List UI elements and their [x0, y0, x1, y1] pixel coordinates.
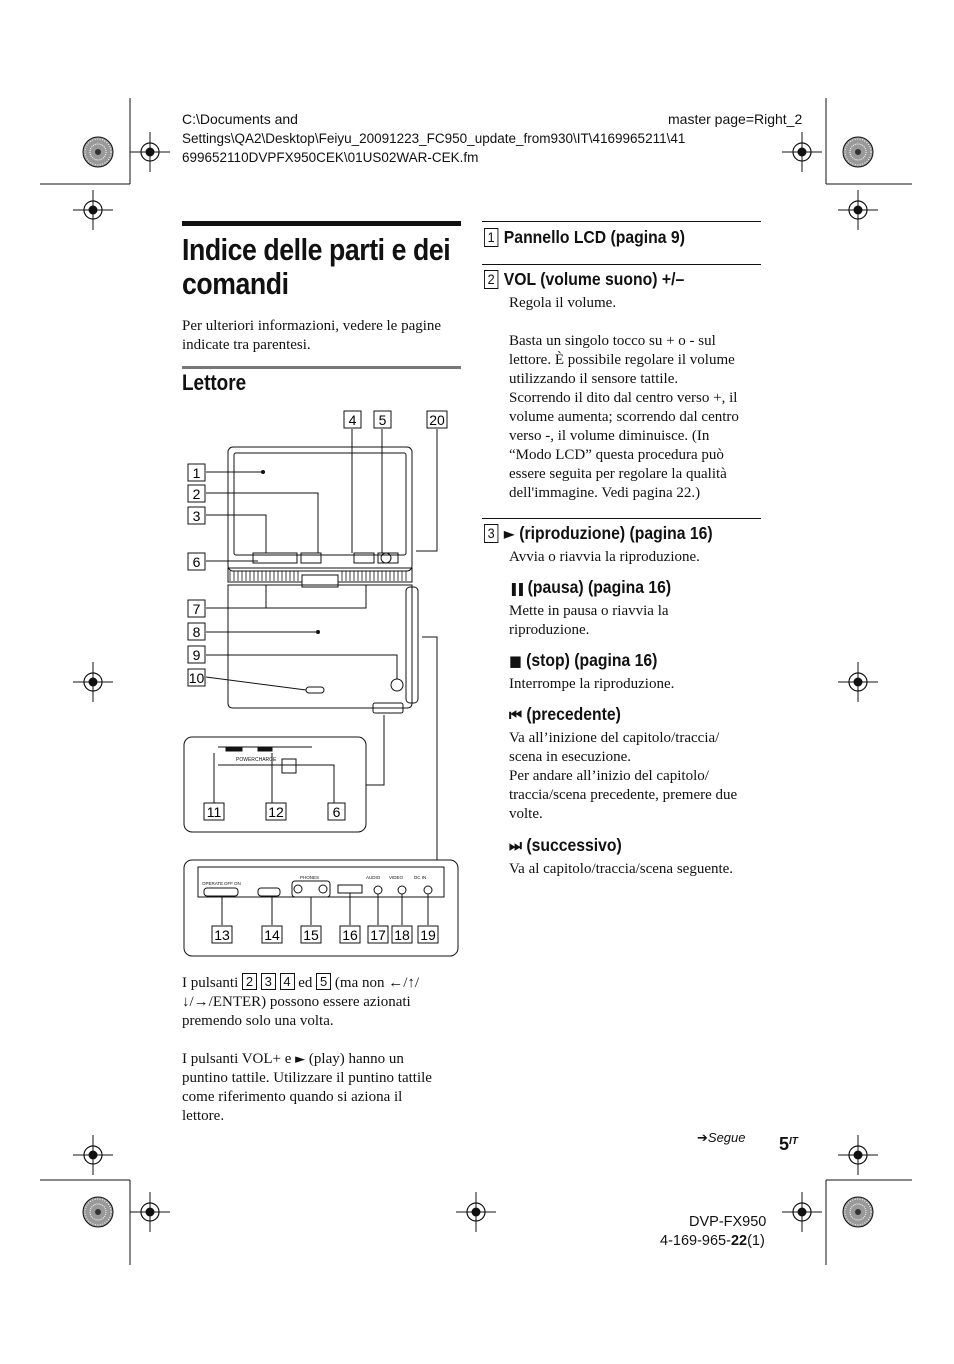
notes-p2-line1a: I pulsanti VOL+ e — [182, 1051, 292, 1067]
callout-10: 10 — [188, 670, 205, 686]
previous-title: (precedente) — [526, 704, 621, 724]
pause-line: riproduzione. — [509, 622, 590, 638]
item-3-num: 3 — [484, 524, 498, 543]
callout-15: 15 — [303, 927, 319, 943]
header-master-page: master page=Right_2 — [668, 111, 803, 127]
item-1-num: 1 — [484, 228, 498, 247]
play-icon: ► — [295, 1052, 306, 1067]
label-power: POWER — [236, 757, 255, 763]
item-2-line: verso -, il volume diminuisce. (In — [509, 428, 710, 444]
item-2-num: 2 — [484, 270, 498, 289]
item2-rule — [482, 264, 761, 265]
notes-num-3: 3 — [261, 973, 276, 990]
previous-line: Va all’inizione del capitolo/traccia/ — [509, 730, 720, 746]
notes-ed: ed — [298, 975, 313, 991]
player-diagram — [178, 405, 468, 965]
callout-13: 13 — [214, 927, 230, 943]
notes-p2-line1b: (play) hanno un — [308, 1051, 404, 1067]
notes-p1-line3: premendo solo una volta. — [182, 1013, 334, 1029]
item-2-line: Scorrendo il dito dal centro verso +, il — [509, 390, 738, 406]
callout-1: 1 — [192, 465, 201, 481]
next-heading — [509, 834, 622, 857]
callout-8: 8 — [192, 624, 201, 640]
label-operate: OPERATE — [202, 881, 224, 886]
intro-line2: indicate tra parentesi. — [182, 337, 311, 353]
play-icon: ► — [503, 524, 515, 543]
notes-num-2: 2 — [242, 973, 257, 990]
item-3-body: Avvia o riavvia la riproduzione. — [509, 549, 700, 565]
next-title: (successivo) — [526, 835, 622, 855]
notes-paragraph-2 — [182, 1050, 467, 1126]
item-2-line: “Modo LCD” questa procedura può — [509, 447, 724, 463]
pause-icon: ❚❚ — [509, 582, 524, 597]
next-body: Va al capitolo/traccia/scena seguente. — [509, 861, 734, 877]
callout-6: 6 — [192, 554, 201, 570]
page-title-line2: comandi — [182, 266, 289, 301]
notes-p2-line3: come riferimento quando si aziona il — [182, 1089, 403, 1105]
callout-20: 20 — [429, 412, 445, 428]
title-rule — [182, 221, 461, 226]
label-charge: CHARGE — [255, 757, 277, 763]
label-phones: PHONES — [300, 875, 320, 880]
label-audio: AUDIO — [366, 875, 381, 880]
callout-6b: 6 — [332, 804, 341, 820]
segue-indicator — [697, 1130, 746, 1146]
item-3-title: (riproduzione) (pagina 16) — [519, 523, 713, 543]
callout-3: 3 — [192, 508, 201, 524]
header-path-line2: Settings\QA2\Desktop\Feiyu_20091223_FC950_update_from930\IT\4169965211\41 — [182, 131, 686, 146]
item-2-title: VOL (volume suono) +/– — [503, 269, 685, 289]
item3-rule — [482, 518, 761, 519]
page-number-value: 5 — [779, 1134, 790, 1154]
previous-icon: ⏮ — [509, 705, 522, 724]
pause-body — [509, 602, 669, 640]
page-title — [182, 233, 450, 301]
item1-rule — [482, 221, 761, 222]
callout-18: 18 — [394, 927, 410, 943]
notes-paragraph-1 — [182, 973, 467, 1031]
header-path-line1: C:\Documents and — [182, 111, 298, 127]
previous-line: scena in esecuzione. — [509, 749, 632, 765]
item-2-body — [509, 294, 764, 503]
label-off: OFF — [224, 881, 233, 886]
callout-9: 9 — [192, 647, 201, 663]
pause-line: Mette in pausa o riavvia la — [509, 603, 669, 619]
item-2-line: essere seguita per regolare la qualità — [509, 466, 727, 482]
callout-14: 14 — [264, 927, 280, 943]
callout-4: 4 — [348, 412, 357, 428]
footer-code-c: (1) — [747, 1233, 765, 1249]
footer-code — [660, 1232, 765, 1251]
notes-p1-a: I pulsanti — [182, 975, 239, 991]
callout-16: 16 — [342, 927, 358, 943]
item-2-line: Basta un singolo tocco su + o - sul — [509, 333, 716, 349]
callout-19: 19 — [420, 927, 436, 943]
previous-line: volte. — [509, 806, 543, 822]
notes-num-4: 4 — [280, 973, 295, 990]
stop-body: Interrompe la riproduzione. — [509, 676, 675, 692]
page-number — [779, 1134, 798, 1155]
section-rule — [182, 366, 461, 369]
callout-5: 5 — [378, 412, 387, 428]
item-2-line — [509, 313, 764, 332]
callout-12: 12 — [268, 804, 284, 820]
page-title-line1: Indice delle parti e dei — [182, 232, 451, 267]
item-2-line: Regola il volume. — [509, 295, 617, 311]
notes-p1-b: (ma non ←/↑/ — [334, 975, 420, 991]
item-2-heading — [484, 268, 684, 290]
notes-p2-line2: puntino tattile. Utilizzare il puntino tattile — [182, 1070, 432, 1086]
footer-code-b: 22 — [730, 1233, 748, 1249]
notes-p2-line4: lettore. — [182, 1108, 225, 1124]
callout-17: 17 — [370, 927, 386, 943]
label-dc-in: DC IN — [414, 875, 427, 880]
notes-p1-line2: ↓/→/ENTER) possono essere azionati — [182, 994, 411, 1010]
intro-text — [182, 317, 441, 355]
previous-line: traccia/scena precedente, premere due — [509, 787, 738, 803]
pause-heading — [509, 576, 671, 601]
label-on: ON — [234, 881, 241, 886]
stop-title: (stop) (pagina 16) — [526, 650, 658, 670]
footer-code-a: 4-169-965- — [660, 1233, 731, 1249]
callout-7: 7 — [192, 601, 201, 617]
item-3-heading — [484, 522, 713, 545]
stop-heading — [509, 649, 657, 672]
item-1-heading — [484, 226, 685, 248]
page-number-suffix: IT — [789, 1136, 798, 1147]
item-2-line: volume aumenta; scorrendo dal centro — [509, 409, 739, 425]
item-2-line: utilizzando il sensore tattile. — [509, 371, 679, 387]
notes-num-5: 5 — [316, 973, 331, 990]
item-2-line: lettore. È possibile regolare il volume — [509, 352, 735, 368]
item-1-title: Pannello LCD (pagina 9) — [503, 227, 685, 247]
stop-icon: ■ — [509, 652, 522, 670]
callout-11: 11 — [206, 804, 222, 820]
header-path-line3: 699652110DVPFX950CEK\01US02WAR-CEK.fm — [182, 150, 479, 165]
pause-title: (pausa) (pagina 16) — [527, 577, 672, 597]
footer-model: DVP-FX950 — [689, 1214, 767, 1230]
segue-label: Segue — [707, 1130, 746, 1145]
previous-line: Per andare all’inizio del capitolo/ — [509, 768, 709, 784]
next-icon: ⏭ — [509, 836, 522, 855]
item-2-line: dell'immagine. Vedi pagina 22.) — [509, 485, 701, 501]
previous-body — [509, 729, 764, 824]
previous-heading — [509, 703, 621, 726]
callout-2: 2 — [192, 486, 201, 502]
intro-line1: Per ulteriori informazioni, vedere le pagine — [182, 318, 442, 334]
label-video: VIDEO — [389, 875, 404, 880]
arrow-right-icon: ➔ — [697, 1131, 708, 1146]
section-heading: Lettore — [182, 370, 247, 395]
